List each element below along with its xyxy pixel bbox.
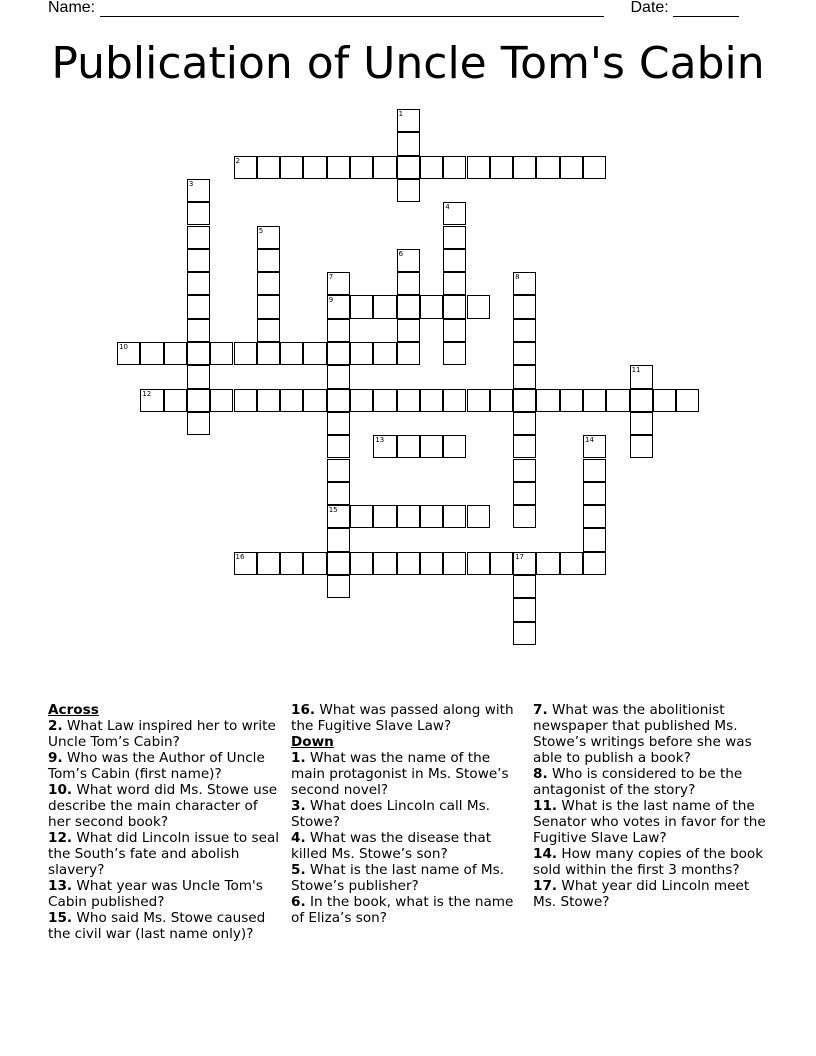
grid-cell[interactable] xyxy=(350,505,373,528)
grid-cell[interactable] xyxy=(536,389,559,412)
clue-number: 17 xyxy=(515,552,525,561)
grid-cell[interactable] xyxy=(420,505,443,528)
grid-cell[interactable] xyxy=(536,552,559,575)
grid-cell[interactable] xyxy=(327,295,350,318)
clue-number: 3 xyxy=(188,179,194,188)
grid-cell[interactable] xyxy=(187,179,210,202)
clue-number: 1 xyxy=(398,110,404,118)
grid-cell[interactable] xyxy=(327,552,350,575)
grid-cell[interactable] xyxy=(443,342,466,365)
clues-column-1 xyxy=(48,702,284,942)
grid-cell[interactable] xyxy=(257,295,280,318)
down-heading: Down xyxy=(291,734,334,750)
grid-cell[interactable] xyxy=(327,482,350,505)
grid-cell[interactable] xyxy=(187,365,210,388)
date-label: Date: xyxy=(630,0,669,16)
grid-cell[interactable] xyxy=(234,342,257,365)
grid-cell[interactable] xyxy=(327,528,350,551)
grid-cell[interactable] xyxy=(187,202,210,225)
grid-cell[interactable] xyxy=(420,156,443,179)
grid-cell[interactable] xyxy=(257,156,280,179)
clue-number: 2 xyxy=(235,156,240,165)
grid-cell[interactable] xyxy=(397,156,420,179)
grid-cell[interactable] xyxy=(513,622,536,645)
clue-number: 10 xyxy=(119,343,128,351)
grid-cell[interactable] xyxy=(187,319,210,342)
grid-cell[interactable] xyxy=(257,552,280,575)
grid-cell[interactable] xyxy=(630,435,653,458)
grid-cell[interactable] xyxy=(513,295,536,318)
grid-cell[interactable] xyxy=(630,412,653,435)
grid-cell[interactable] xyxy=(513,412,536,435)
clue-down: 11. What is the last name of the Senator who votes in favor for the Fugitive Slave Law? xyxy=(533,798,766,846)
grid-cell[interactable] xyxy=(257,272,280,295)
clue-down: 7. What was the abolitionist newspaper that published Ms. Stowe’s writings before she was able to publish a book? xyxy=(533,702,752,766)
grid-cell[interactable] xyxy=(350,156,373,179)
grid-cell[interactable] xyxy=(443,272,466,295)
grid-cell[interactable] xyxy=(327,156,350,179)
clue-number: 8 xyxy=(515,273,520,282)
grid-cell[interactable] xyxy=(443,295,466,318)
grid-cell[interactable] xyxy=(513,505,536,528)
grid-cell[interactable] xyxy=(606,389,629,412)
clue-number: 6 xyxy=(398,249,404,258)
grid-cell[interactable] xyxy=(513,342,536,365)
grid-cell[interactable] xyxy=(373,435,396,458)
grid-cell[interactable] xyxy=(303,389,326,412)
grid-cell[interactable] xyxy=(187,342,210,365)
grid-cell[interactable] xyxy=(536,156,559,179)
clue-number: 7 xyxy=(328,273,334,282)
grid-cell[interactable] xyxy=(490,156,513,179)
grid-cell[interactable] xyxy=(397,272,420,295)
clue-down: 8. Who is considered to be the antagonist of the story? xyxy=(533,766,743,798)
grid-cell[interactable] xyxy=(397,132,420,155)
grid-cell[interactable] xyxy=(583,505,606,528)
grid-cell[interactable] xyxy=(443,435,466,458)
grid-cell[interactable] xyxy=(490,389,513,412)
grid-cell[interactable] xyxy=(187,249,210,272)
date-field[interactable] xyxy=(673,0,739,17)
grid-cell[interactable] xyxy=(327,412,350,435)
grid-cell[interactable] xyxy=(303,156,326,179)
grid-cell[interactable] xyxy=(630,365,653,388)
grid-cell[interactable] xyxy=(443,249,466,272)
clue-across: 9. Who was the Author of Uncle Tom’s Cabin (first name)? xyxy=(48,750,265,782)
grid-cell[interactable] xyxy=(513,319,536,342)
grid-cell[interactable] xyxy=(350,552,373,575)
worksheet-header xyxy=(48,0,748,17)
grid-cell[interactable] xyxy=(397,179,420,202)
grid-cell[interactable] xyxy=(280,342,303,365)
grid-cell[interactable] xyxy=(210,389,233,412)
clues-column-3 xyxy=(533,702,769,910)
grid-cell[interactable] xyxy=(420,389,443,412)
grid-cell[interactable] xyxy=(117,342,140,365)
grid-cell[interactable] xyxy=(420,295,443,318)
grid-cell[interactable] xyxy=(257,319,280,342)
grid-cell[interactable] xyxy=(467,295,490,318)
grid-cell[interactable] xyxy=(397,342,420,365)
clue-down: 6. In the book, what is the name of Eliza’s son? xyxy=(291,894,514,926)
name-label: Name: xyxy=(48,0,96,16)
grid-cell[interactable] xyxy=(327,435,350,458)
grid-cell[interactable] xyxy=(164,389,187,412)
grid-cell[interactable] xyxy=(443,505,466,528)
grid-cell[interactable] xyxy=(187,412,210,435)
grid-cell[interactable] xyxy=(257,249,280,272)
grid-cell[interactable] xyxy=(583,552,606,575)
grid-cell[interactable] xyxy=(397,249,420,272)
grid-cell[interactable] xyxy=(397,552,420,575)
grid-cell[interactable] xyxy=(513,435,536,458)
grid-cell[interactable] xyxy=(164,342,187,365)
clue-down: 3. What does Lincoln call Ms. Stowe? xyxy=(291,798,490,830)
grid-cell[interactable] xyxy=(443,156,466,179)
grid-cell[interactable] xyxy=(303,342,326,365)
clue-number: 15 xyxy=(328,506,338,515)
grid-cell[interactable] xyxy=(467,505,490,528)
grid-cell[interactable] xyxy=(467,389,490,412)
grid-cell[interactable] xyxy=(327,365,350,388)
grid-cell[interactable] xyxy=(653,389,676,412)
grid-cell[interactable] xyxy=(467,156,490,179)
grid-cell[interactable] xyxy=(187,272,210,295)
name-field[interactable] xyxy=(100,0,604,17)
grid-cell[interactable] xyxy=(210,342,233,365)
grid-cell[interactable] xyxy=(513,482,536,505)
grid-cell[interactable] xyxy=(257,342,280,365)
grid-cell[interactable] xyxy=(327,459,350,482)
grid-cell[interactable] xyxy=(490,552,513,575)
across-heading: Across xyxy=(48,702,99,718)
clue-across: 16. What was passed along with the Fugitive Slave Law? xyxy=(291,702,514,734)
grid-cell[interactable] xyxy=(513,389,536,412)
grid-cell[interactable] xyxy=(583,156,606,179)
grid-cell[interactable] xyxy=(327,575,350,598)
grid-cell[interactable] xyxy=(234,552,257,575)
grid-cell[interactable] xyxy=(373,505,396,528)
grid-cell[interactable] xyxy=(373,552,396,575)
grid-cell[interactable] xyxy=(280,389,303,412)
grid-cell[interactable] xyxy=(280,552,303,575)
grid-cell[interactable] xyxy=(513,598,536,621)
grid-cell[interactable] xyxy=(257,226,280,249)
clue-number: 16 xyxy=(235,552,245,561)
clue-number: 11 xyxy=(631,366,641,375)
grid-cell[interactable] xyxy=(373,389,396,412)
grid-cell[interactable] xyxy=(397,435,420,458)
grid-cell[interactable] xyxy=(560,389,583,412)
clue-down: 5. What is the last name of Ms. Stowe’s publisher? xyxy=(291,862,505,894)
grid-cell[interactable] xyxy=(513,575,536,598)
grid-cell[interactable] xyxy=(583,435,606,458)
grid-cell[interactable] xyxy=(350,295,373,318)
clue-number: 13 xyxy=(375,436,385,445)
grid-cell[interactable] xyxy=(513,272,536,295)
grid-cell[interactable] xyxy=(397,505,420,528)
grid-cell[interactable] xyxy=(560,156,583,179)
clue-down: 14. How many copies of the book sold within the first 3 months? xyxy=(533,846,764,878)
grid-cell[interactable] xyxy=(140,342,163,365)
clue-number: 12 xyxy=(142,389,152,398)
grid-cell[interactable] xyxy=(443,319,466,342)
clue-down: 4. What was the disease that killed Ms. Stowe’s son? xyxy=(291,830,492,862)
grid-cell[interactable] xyxy=(187,295,210,318)
grid-cell[interactable] xyxy=(443,226,466,249)
grid-cell[interactable] xyxy=(187,226,210,249)
clue-across: 2. What Law inspired her to write Uncle Tom’s Cabin? xyxy=(48,718,276,750)
clue-down: 17. What year did Lincoln meet Ms. Stowe? xyxy=(533,878,750,910)
grid-cell[interactable] xyxy=(583,389,606,412)
grid-cell[interactable] xyxy=(373,295,396,318)
grid-cell[interactable] xyxy=(234,389,257,412)
grid-cell[interactable] xyxy=(676,389,699,412)
page-title: Publication of Uncle Tom's Cabin xyxy=(51,38,765,89)
grid-cell[interactable] xyxy=(350,389,373,412)
grid-cell[interactable] xyxy=(280,156,303,179)
grid-cell[interactable] xyxy=(397,389,420,412)
grid-cell[interactable] xyxy=(560,552,583,575)
clue-number: 5 xyxy=(258,226,264,235)
grid-cell[interactable] xyxy=(327,505,350,528)
grid-cell[interactable] xyxy=(583,459,606,482)
clue-number: 14 xyxy=(585,436,594,445)
clues-column-2 xyxy=(291,702,527,926)
clue-number: 4 xyxy=(445,203,450,212)
grid-cell[interactable] xyxy=(303,552,326,575)
grid-cell[interactable] xyxy=(443,552,466,575)
clue-down: 1. What was the name of the main protagonist in Ms. Stowe’s second novel? xyxy=(291,750,509,798)
grid-cell[interactable] xyxy=(373,156,396,179)
grid-cell[interactable] xyxy=(583,482,606,505)
grid-cell[interactable] xyxy=(257,389,280,412)
grid-cell[interactable] xyxy=(327,272,350,295)
grid-cell[interactable] xyxy=(234,156,257,179)
grid-cell[interactable] xyxy=(420,435,443,458)
clue-across: 12. What did Lincoln issue to seal the South’s fate and abolish slavery? xyxy=(48,830,280,878)
grid-cell[interactable] xyxy=(630,389,653,412)
grid-cell[interactable] xyxy=(327,389,350,412)
grid-cell[interactable] xyxy=(397,109,420,132)
grid-cell[interactable] xyxy=(327,319,350,342)
grid-cell[interactable] xyxy=(513,459,536,482)
grid-cell[interactable] xyxy=(443,389,466,412)
grid-cell[interactable] xyxy=(397,295,420,318)
grid-cell[interactable] xyxy=(373,342,396,365)
grid-cell[interactable] xyxy=(187,389,210,412)
grid-cell[interactable] xyxy=(513,156,536,179)
grid-cell[interactable] xyxy=(513,552,536,575)
grid-cell[interactable] xyxy=(140,389,163,412)
clue-across: 15. Who said Ms. Stowe caused the civil war (last name only)? xyxy=(48,910,266,942)
clue-number: 9 xyxy=(328,296,334,305)
grid-cell[interactable] xyxy=(443,202,466,225)
clue-across: 10. What word did Ms. Stowe use describe the main character of her second book? xyxy=(48,782,278,830)
clue-across: 13. What year was Uncle Tom's Cabin published? xyxy=(48,878,263,910)
grid-cell[interactable] xyxy=(467,552,490,575)
grid-cell[interactable] xyxy=(420,552,443,575)
grid-cell[interactable] xyxy=(513,365,536,388)
grid-cell[interactable] xyxy=(583,528,606,551)
grid-cell[interactable] xyxy=(350,342,373,365)
grid-cell[interactable] xyxy=(397,319,420,342)
grid-cell[interactable] xyxy=(327,342,350,365)
